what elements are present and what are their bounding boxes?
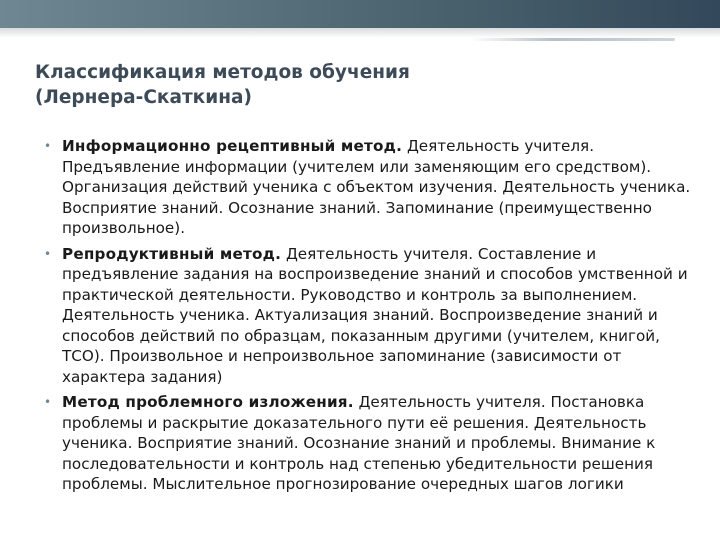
method-term: Информационно рецептивный метод. — [62, 137, 403, 155]
method-description: Деятельность учителя. Предъявление информации (учителем или заменяющим его средством). Организация действий ученика с объектом изучения. Деятельность ученика. Восприятие знаний. Осознание знаний. Запоминание (преимущественно произвольное). — [62, 137, 691, 237]
header-bar-shadow — [0, 28, 720, 38]
decorative-accent-line — [470, 38, 675, 41]
list-item — [44, 136, 698, 239]
slide-title-line-1: Классификация методов обучения — [35, 62, 410, 83]
bullet-icon: • — [44, 246, 52, 261]
bullet-icon: • — [44, 139, 52, 153]
method-term: Репродуктивный метод. — [62, 244, 282, 263]
list-item — [44, 392, 698, 495]
method-description: Деятельность учителя. Постановка проблемы и раскрытие доказательного пути её решения. Деятельность ученика. Восприятие знаний. Осознание знаний и проблемы. Внимание к последовательности и контроль над степенью убедительности решения проблемы. Мыслительное прогнозирование очередных шагов логики — [62, 393, 656, 493]
method-list — [44, 136, 698, 500]
bullet-icon: • — [44, 395, 52, 409]
method-description: Деятельность учителя. Составление и предъявление задания на воспроизведение знаний и способов умственной и практической деятельности. Руководство и контроль за выполнением. Деятельность ученика. Актуализация знаний. Воспроизведение знаний и способов действий по образцам, показанным другими (учителем, книгой, ТСО). Произвольное и непроизвольное запоминание (зависимости от характера задания) — [62, 244, 688, 386]
list-item — [44, 244, 698, 388]
slide-title — [35, 60, 675, 110]
method-term: Метод проблемного изложения. — [62, 393, 354, 411]
header-bar — [0, 0, 720, 28]
slide-title-line-2: (Лернера-Скаткина) — [35, 87, 252, 108]
